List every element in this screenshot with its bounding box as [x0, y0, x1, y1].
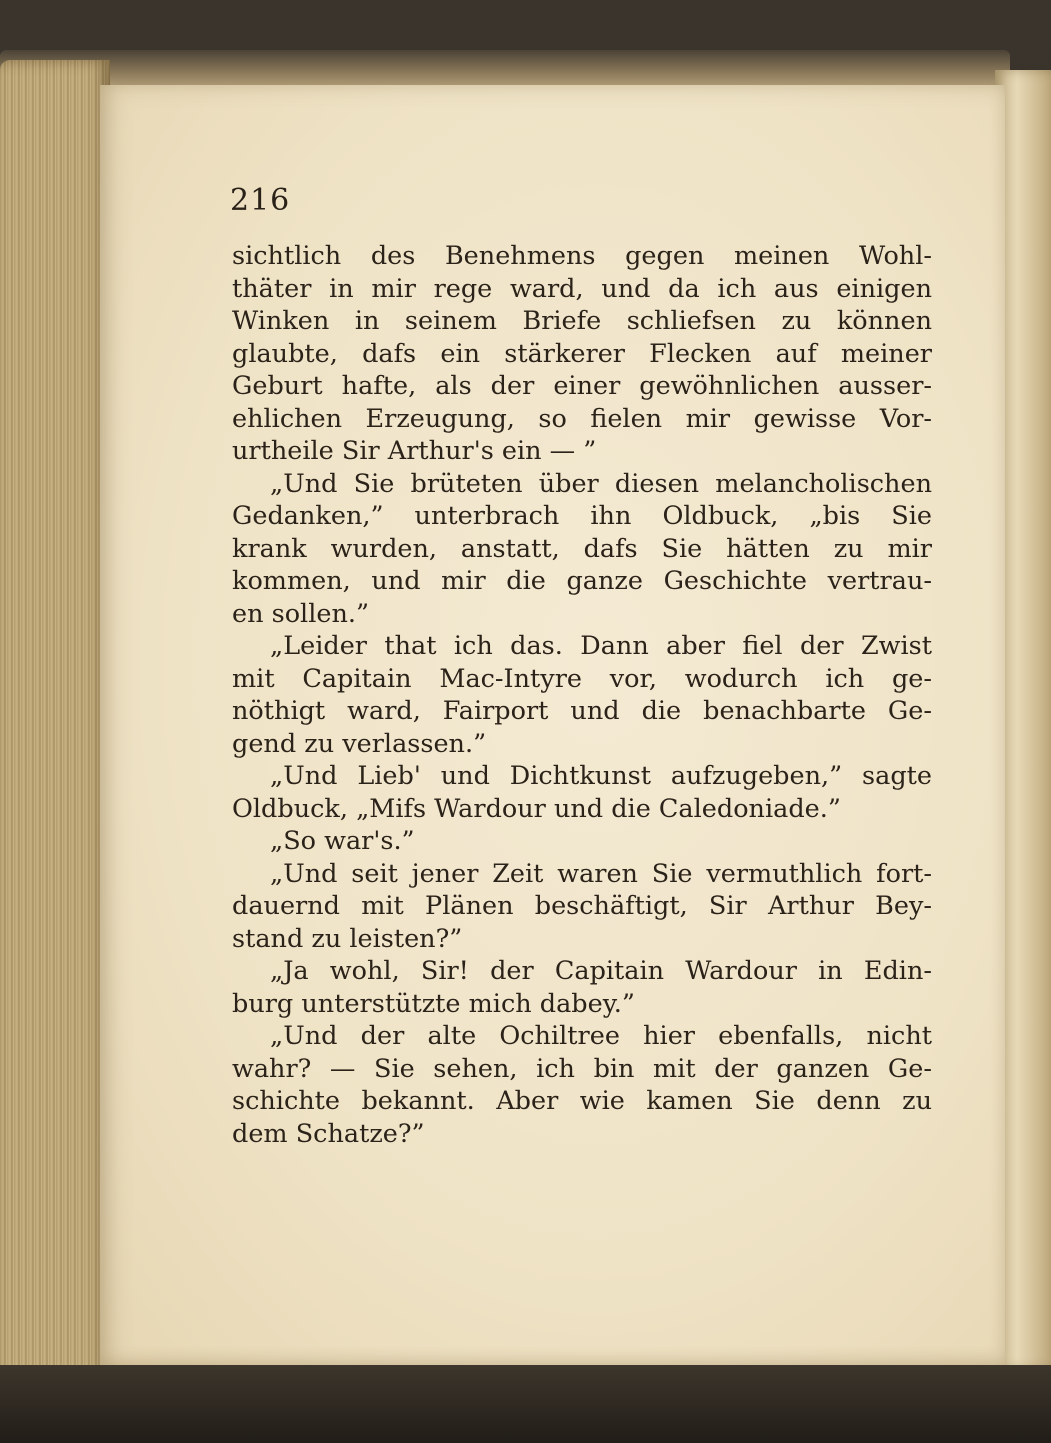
text-line: kommen, und mir die ganze Geschichte vertrau-	[232, 566, 932, 596]
text-line: Geburt hafte, als der einer gewöhnlichen ausser-	[232, 371, 932, 401]
text-line: gend zu verlassen.”	[232, 728, 487, 759]
text-line: „Und der alte Ochiltree hier ebenfalls, nicht	[270, 1021, 932, 1051]
text-line: krank wurden, anstatt, dafs Sie hätten zu mir	[232, 533, 932, 564]
page-number: 216	[230, 183, 291, 218]
text-line: „Und Lieb' und Dichtkunst aufzugeben,” sagte	[270, 761, 932, 791]
book-page-edges	[0, 60, 110, 1390]
text-line: „Leider that ich das. Dann aber fiel der Zwist	[270, 631, 932, 661]
text-line: burg unterstützte mich dabey.”	[232, 988, 635, 1019]
text-line: glaubte, dafs ein stärkerer Flecken auf meiner	[232, 338, 932, 369]
text-line: „Ja wohl, Sir! der Capitain Wardour in Edin-	[270, 956, 932, 986]
text-line: schichte bekannt. Aber wie kamen Sie denn zu	[232, 1086, 932, 1116]
text-line: ehlichen Erzeugung, so fielen mir gewisse Vor-	[232, 403, 932, 434]
text-line: urtheile Sir Arthur's ein — ”	[232, 436, 597, 466]
text-line: „So war's.”	[270, 826, 415, 856]
text-line: dem Schatze?”	[232, 1118, 425, 1149]
text-line: en sollen.”	[232, 598, 370, 629]
book-top-edge	[0, 50, 1010, 90]
text-line: stand zu leisten?”	[232, 923, 463, 954]
text-line: sichtlich des Benehmens gegen meinen Wohl-	[232, 241, 932, 271]
text-line: „Und seit jener Zeit waren Sie vermuthlich fort-	[270, 858, 932, 889]
text-line: nöthigt ward, Fairport und die benachbarte Ge-	[232, 696, 932, 726]
text-line: Winken in seinem Briefe schliefsen zu können	[232, 306, 932, 336]
text-line: thäter in mir rege ward, und da ich aus einigen	[232, 273, 932, 304]
text-line: Gedanken,” unterbrach ihn Oldbuck, „bis Sie	[232, 501, 932, 531]
text-line: Oldbuck, „Mifs Wardour und die Caledoniade.”	[232, 793, 841, 824]
text-line: wahr? — Sie sehen, ich bin mit der ganzen Ge-	[232, 1053, 932, 1084]
text-line: „Und Sie brüteten über diesen melancholischen	[270, 468, 932, 499]
text-line: mit Capitain Mac-Intyre vor, wodurch ich ge-	[232, 663, 932, 694]
book-bottom-edge	[0, 1365, 1051, 1443]
text-line: dauernd mit Plänen beschäftigt, Sir Arthur Bey-	[232, 891, 932, 921]
body-text	[232, 240, 932, 1150]
